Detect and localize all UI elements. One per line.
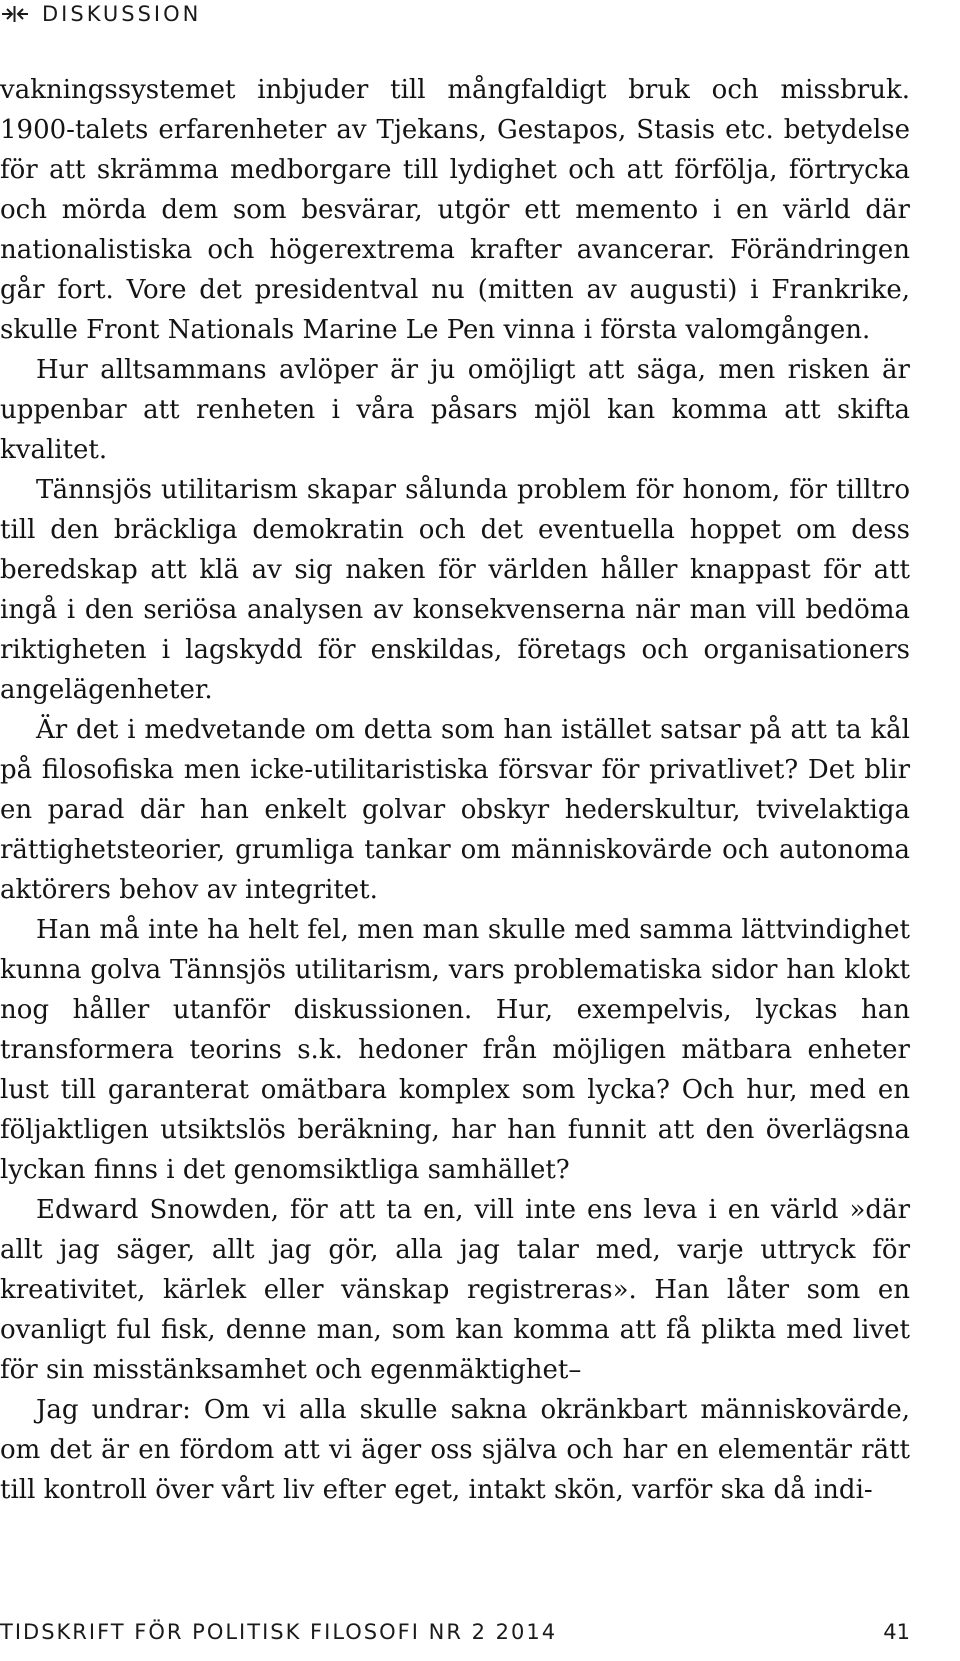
paragraph: Tännsjös utilitarism skapar sålunda problem för honom, för tilltro till den bräckliga demokratin och det eventuella hoppet om dess beredskap att klä av sig naken för världen håller knappast för att ingå i den seriösa analysen av konsekvenserna när man vill bedöma riktigheten i lagskydd för enskildas, företags och organisationers angelägenheter. bbox=[0, 475, 910, 705]
journal-title: TIDSKRIFT FÖR POLITISK FILOSOFI NR 2 2014 bbox=[0, 1620, 558, 1644]
paragraph: vakningssystemet inbjuder till mångfaldigt bruk och missbruk. 1900-talets erfarenheter av Tjekans, Gestapos, Stasis etc. betydelse för att skrämma medborgare till lydighet och att förfölja, förtrycka och mörda dem som besvärar, utgör ett memento i en värld där nationalistiska och högerextrema krafter avancerar. Förändringen går fort. Vore det presidentval nu (mitten av augusti) i Frankrike, skulle Front Nationals Marine Le Pen vinna i första valomgången. bbox=[0, 75, 910, 345]
running-footer bbox=[0, 1620, 910, 1644]
article-body bbox=[0, 70, 910, 1510]
running-header bbox=[0, 0, 201, 28]
section-arrows-icon bbox=[0, 3, 30, 25]
section-label: DISKUSSION bbox=[42, 2, 202, 26]
paragraph: Jag undrar: Om vi alla skulle sakna okränkbart människovärde, om det är en fördom att vi äger oss själva och har en elementär rätt till kontroll över vårt liv efter eget, intakt skön, varför ska då indi- bbox=[0, 1395, 910, 1505]
page-number: 41 bbox=[883, 1620, 910, 1644]
paragraph: Är det i medvetande om detta som han istället satsar på att ta kål på filosofiska men icke-utilitaristiska försvar för privatlivet? Det blir en parad där han enkelt golvar obskyr hederskultur, tvivelaktiga rättighetsteorier, grumliga tankar om människovärde och autonoma aktörers behov av integritet. bbox=[0, 715, 910, 905]
paragraph: Edward Snowden, för att ta en, vill inte ens leva i en värld »där allt jag säger, allt jag gör, alla jag talar med, varje uttryck för kreativitet, kärlek eller vänskap registreras». Han låter som en ovanligt ful fisk, denne man, som kan komma att få plikta med livet för sin misstänksamhet och egenmäktighet– bbox=[0, 1195, 910, 1385]
paragraph: Han må inte ha helt fel, men man skulle med samma lättvindighet kunna golva Tännsjös utilitarism, vars problematiska sidor han klokt nog håller utanför diskussionen. Hur, exempelvis, lyckas han transformera teorins s.k. hedoner från möjligen mätbara enheter lust till garanterat omätbara komplex som lycka? Och hur, med en följaktligen utsiktslös beräkning, har han funnit att den överlägsna lyckan finns i det genomsiktliga samhället? bbox=[0, 915, 910, 1185]
paragraph: Hur alltsammans avlöper är ju omöjligt att säga, men risken är uppenbar att renheten i våra påsars mjöl kan komma att skifta kvalitet. bbox=[0, 355, 910, 465]
